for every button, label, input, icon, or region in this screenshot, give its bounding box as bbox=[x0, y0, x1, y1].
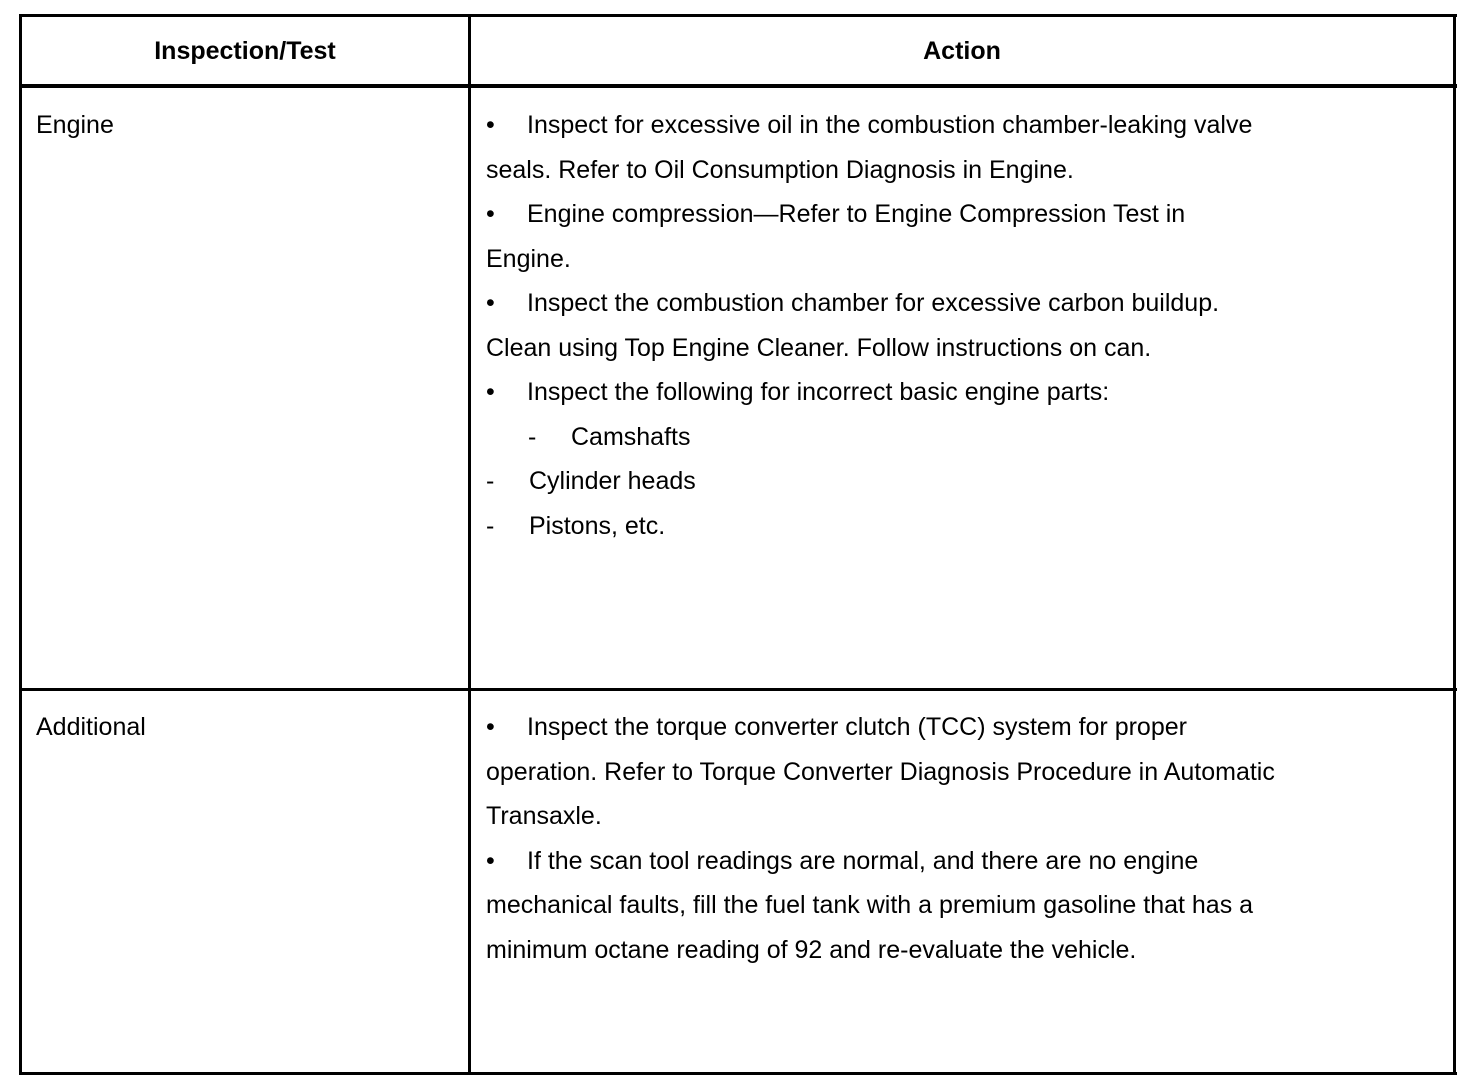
action-line bbox=[486, 326, 1252, 371]
dash-marker: - bbox=[528, 422, 537, 451]
row-divider bbox=[19, 688, 1457, 691]
row-label-additional: Additional bbox=[36, 713, 146, 741]
action-text: Cylinder heads bbox=[529, 467, 696, 495]
action-line bbox=[486, 237, 1252, 282]
action-line bbox=[486, 839, 1275, 884]
action-text: Inspect the torque converter clutch (TCC) system for proper bbox=[527, 713, 1187, 741]
column-divider bbox=[468, 14, 471, 1075]
action-line bbox=[486, 459, 1252, 504]
action-text: operation. Refer to Torque Converter Diagnosis Procedure in Automatic bbox=[486, 757, 1275, 786]
action-text: Engine compression—Refer to Engine Compression Test in bbox=[527, 200, 1186, 228]
additional-action-list bbox=[486, 705, 1275, 972]
dash-marker: - bbox=[486, 511, 495, 540]
bullet-marker: • bbox=[486, 378, 495, 406]
action-text: seals. Refer to Oil Consumption Diagnosis in Engine. bbox=[486, 155, 1074, 184]
action-line bbox=[486, 928, 1275, 973]
action-line bbox=[486, 504, 1252, 549]
action-text: Transaxle. bbox=[486, 802, 602, 830]
action-line bbox=[486, 883, 1275, 928]
action-text: mechanical faults, fill the fuel tank with a premium gasoline that has a bbox=[486, 891, 1254, 919]
table-bottom-border bbox=[19, 1072, 1457, 1075]
bullet-marker: • bbox=[486, 713, 495, 741]
action-text: Inspect the following for incorrect basic engine parts: bbox=[527, 378, 1110, 406]
action-text: If the scan tool readings are normal, and there are no engine bbox=[527, 846, 1199, 875]
dash-marker: - bbox=[486, 467, 495, 495]
action-text: Engine. bbox=[486, 244, 571, 273]
inspection-table bbox=[19, 14, 1457, 1076]
header-inspection-test: Inspection/Test bbox=[154, 37, 336, 65]
action-line bbox=[486, 148, 1252, 193]
table-left-border bbox=[19, 14, 22, 1075]
action-text: Pistons, etc. bbox=[529, 511, 666, 540]
action-text: Inspect the combustion chamber for excessive carbon buildup. bbox=[527, 289, 1220, 317]
table-top-border bbox=[19, 14, 1457, 17]
action-line bbox=[486, 794, 1275, 839]
engine-action-list bbox=[486, 103, 1252, 548]
header-action: Action bbox=[923, 37, 1001, 65]
action-text: Camshafts bbox=[571, 422, 691, 451]
action-text: Inspect for excessive oil in the combustion chamber-leaking valve bbox=[527, 111, 1253, 139]
action-line bbox=[486, 281, 1252, 326]
action-text: Clean using Top Engine Cleaner. Follow instructions on can. bbox=[486, 333, 1152, 362]
action-text: minimum octane reading of 92 and re-evaluate the vehicle. bbox=[486, 935, 1137, 964]
action-line bbox=[486, 750, 1275, 795]
bullet-marker: • bbox=[486, 289, 495, 317]
bullet-marker: • bbox=[486, 200, 495, 228]
row-label-engine: Engine bbox=[36, 111, 114, 139]
header-bottom-border bbox=[19, 84, 1457, 88]
action-line bbox=[486, 370, 1252, 415]
table-right-border bbox=[1453, 14, 1456, 1075]
action-line bbox=[486, 192, 1252, 237]
action-line bbox=[486, 705, 1275, 750]
action-line bbox=[486, 103, 1252, 148]
bullet-marker: • bbox=[486, 846, 495, 875]
bullet-marker: • bbox=[486, 111, 495, 139]
action-line bbox=[486, 415, 1252, 460]
